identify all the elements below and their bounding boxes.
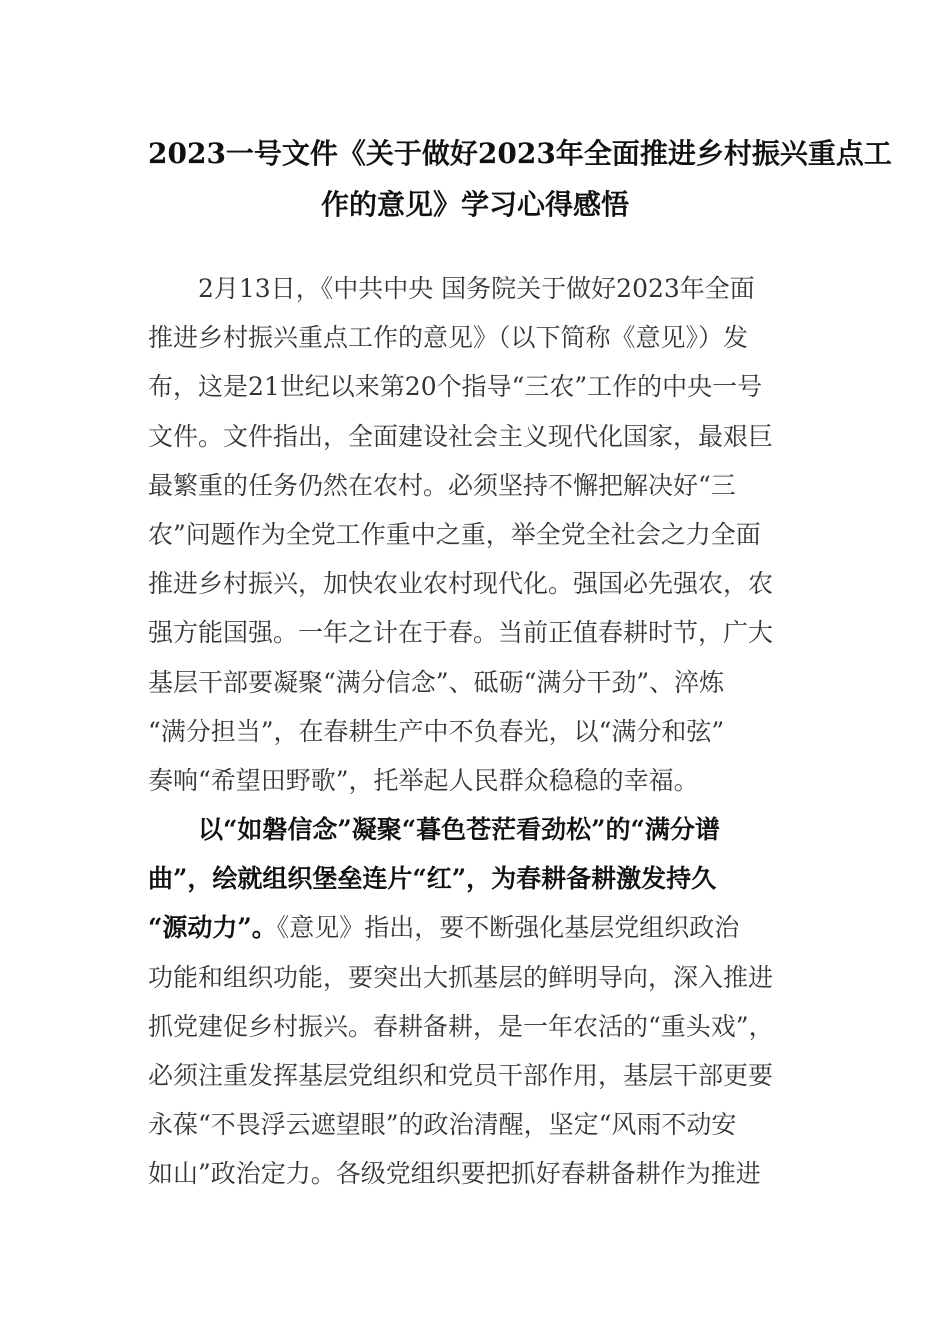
paragraph-1-line: 强方能国强。一年之计在于春。当前正值春耕时节，广大 — [148, 618, 774, 648]
paragraph-1-line: 推进乡村振兴，加快农业农村现代化。强国必先强农，农 — [148, 569, 774, 599]
paragraph-1-line: 文件。文件指出，全面建设社会主义现代化国家，最艰巨 — [148, 421, 774, 451]
paragraph-2-heading-line: 曲”，绘就组织堡垒连片“红”，为春耕备耕激发持久 — [148, 864, 717, 894]
paragraph-1-line: 基层干部要凝聚“满分信念”、砥砺“满分干劲”、淬炼 — [148, 667, 725, 697]
paragraph-1-line: 农”问题作为全党工作重中之重，举全党全社会之力全面 — [148, 519, 761, 549]
title-line-2: 作的意见》学习心得感悟 — [320, 188, 629, 221]
paragraph-2-mixed-line — [148, 903, 802, 952]
paragraph-1-line: “满分担当”，在春耕生产中不负春光，以“满分和弦” — [148, 716, 725, 746]
paragraph-1-line: 最繁重的任务仍然在农村。必须坚持不懈把解决好“三 — [148, 470, 736, 500]
paragraph-2-line: 必须注重发挥基层党组织和党员干部作用，基层干部更要 — [148, 1061, 774, 1090]
document-body — [148, 264, 802, 1199]
title-line-1: 2023一号文件《关于做好2023年全面推进乡村振兴重点工 — [148, 137, 892, 170]
paragraph-2-line: 永葆“不畏浮云遮望眼”的政治清醒，坚定“风雨不动安 — [148, 1110, 737, 1140]
paragraph-2-line: 功能和组织功能，要突出大抓基层的鲜明导向，深入推进 — [148, 962, 774, 992]
paragraph-2-heading-line: 以“如磐信念”凝聚“暮色苍茫看劲松”的“满分谱 — [198, 815, 720, 845]
paragraph-1-line: 推进乡村振兴重点工作的意见》（以下简称《意见》）发 — [148, 323, 749, 353]
paragraph-2-line-rest: 《意见》指出，要不断强化基层党组织政治 — [276, 913, 740, 943]
paragraph-2-line: 抓党建促乡村振兴。春耕备耕，是一年农活的“重头戏”， — [148, 1011, 774, 1041]
paragraph-2-line: 如山”政治定力。各级党组织要把抓好春耕备耕作为推进 — [148, 1159, 761, 1189]
paragraph-1-line: 2月13日，《中共中央 国务院关于做好2023年全面 — [198, 274, 755, 303]
paragraph-1-line: 奏响“希望田野歌”，托举起人民群众稳稳的幸福。 — [148, 765, 699, 795]
paragraph-1-line: 布，这是21世纪以来第20个指导“三农”工作的中央一号 — [148, 372, 763, 402]
document-title — [148, 128, 892, 230]
paragraph-2-heading-end: “源动力”。 — [148, 913, 277, 943]
